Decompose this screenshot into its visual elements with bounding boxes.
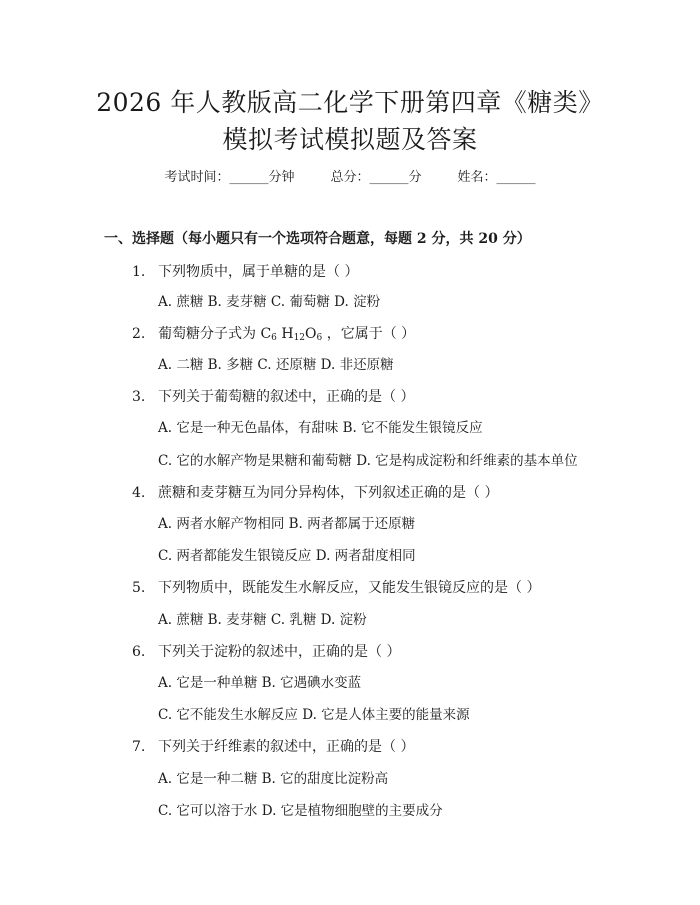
question-6 xyxy=(132,642,400,662)
question-6-options-b: C. 它不能发生水解反应 D. 它是人体主要的能量来源 xyxy=(158,707,470,723)
question-4 xyxy=(132,483,498,503)
question-4-options-a: A. 两者水解产物相同 B. 两者都属于还原糖 xyxy=(158,516,416,532)
exam-time-field: 考试时间：______分钟 xyxy=(164,170,295,185)
question-number: 2. xyxy=(132,326,146,342)
question-2 xyxy=(132,324,415,348)
question-3-options-a: A. 它是一种无色晶体，有甜味 B. 它不能发生银镜反应 xyxy=(158,420,483,436)
question-1-options-a: A. 蔗糖 B. 麦芽糖 C. 葡萄糖 D. 淀粉 xyxy=(158,294,381,310)
subscript: 12 xyxy=(293,333,306,343)
question-number: 6. xyxy=(132,644,146,660)
question-number: 3. xyxy=(132,389,146,405)
question-stem-post: ，它属于（ ） xyxy=(322,326,416,342)
question-2-options-a: A. 二糖 B. 多糖 C. 还原糖 D. 非还原糖 xyxy=(158,357,394,373)
subscript: 6 xyxy=(271,333,277,343)
question-4-options-b: C. 两者都能发生银镜反应 D. 两者甜度相同 xyxy=(158,548,416,564)
question-5-options-a: A. 蔗糖 B. 麦芽糖 C. 乳糖 D. 淀粉 xyxy=(158,612,367,628)
question-number: 1. xyxy=(132,264,146,280)
question-stem: 下列物质中，属于单糖的是（ ） xyxy=(158,264,359,280)
question-stem-mid: H xyxy=(276,326,294,342)
question-7 xyxy=(132,737,414,757)
question-number: 7. xyxy=(132,739,146,755)
question-stem: 下列关于葡萄糖的叙述中，正确的是（ ） xyxy=(158,389,415,405)
question-stem-pre: 葡萄糖分子式为 C xyxy=(158,326,272,342)
subscript: 6 xyxy=(316,333,323,343)
question-6-options-a: A. 它是一种单糖 B. 它遇碘水变蓝 xyxy=(158,675,362,691)
question-stem: 蔗糖和麦芽糖互为同分异构体，下列叙述正确的是（ ） xyxy=(158,485,499,501)
question-7-options-a: A. 它是一种二糖 B. 它的甜度比淀粉高 xyxy=(158,771,389,787)
question-3 xyxy=(132,387,414,407)
question-stem: 下列关于纤维素的叙述中，正确的是（ ） xyxy=(158,739,415,755)
name-field: 姓名：______ xyxy=(457,170,536,185)
section-heading: 一、选择题（每小题只有一个选项符合题意，每题 2 分，共 20 分） xyxy=(104,231,531,247)
title-line-2: 模拟考试模拟题及答案 xyxy=(222,125,478,154)
question-1 xyxy=(132,262,358,282)
title-line-1: 2026 年人教版高二化学下册第四章《糖类》 xyxy=(96,88,604,117)
question-stem: 下列物质中，既能发生水解反应，又能发生银镜反应的是（ ） xyxy=(158,580,541,596)
question-stem-mid: O xyxy=(305,326,317,342)
question-5 xyxy=(132,578,540,598)
total-score-field: 总分：______分 xyxy=(330,170,422,185)
question-number: 5. xyxy=(132,580,146,596)
exam-meta xyxy=(0,169,700,187)
question-stem: 下列关于淀粉的叙述中，正确的是（ ） xyxy=(158,644,401,660)
question-7-options-b: C. 它可以溶于水 D. 它是植物细胞壁的主要成分 xyxy=(158,803,443,819)
question-3-options-b: C. 它的水解产物是果糖和葡萄糖 D. 它是构成淀粉和纤维素的基本单位 xyxy=(158,453,578,469)
question-number: 4. xyxy=(132,485,146,501)
